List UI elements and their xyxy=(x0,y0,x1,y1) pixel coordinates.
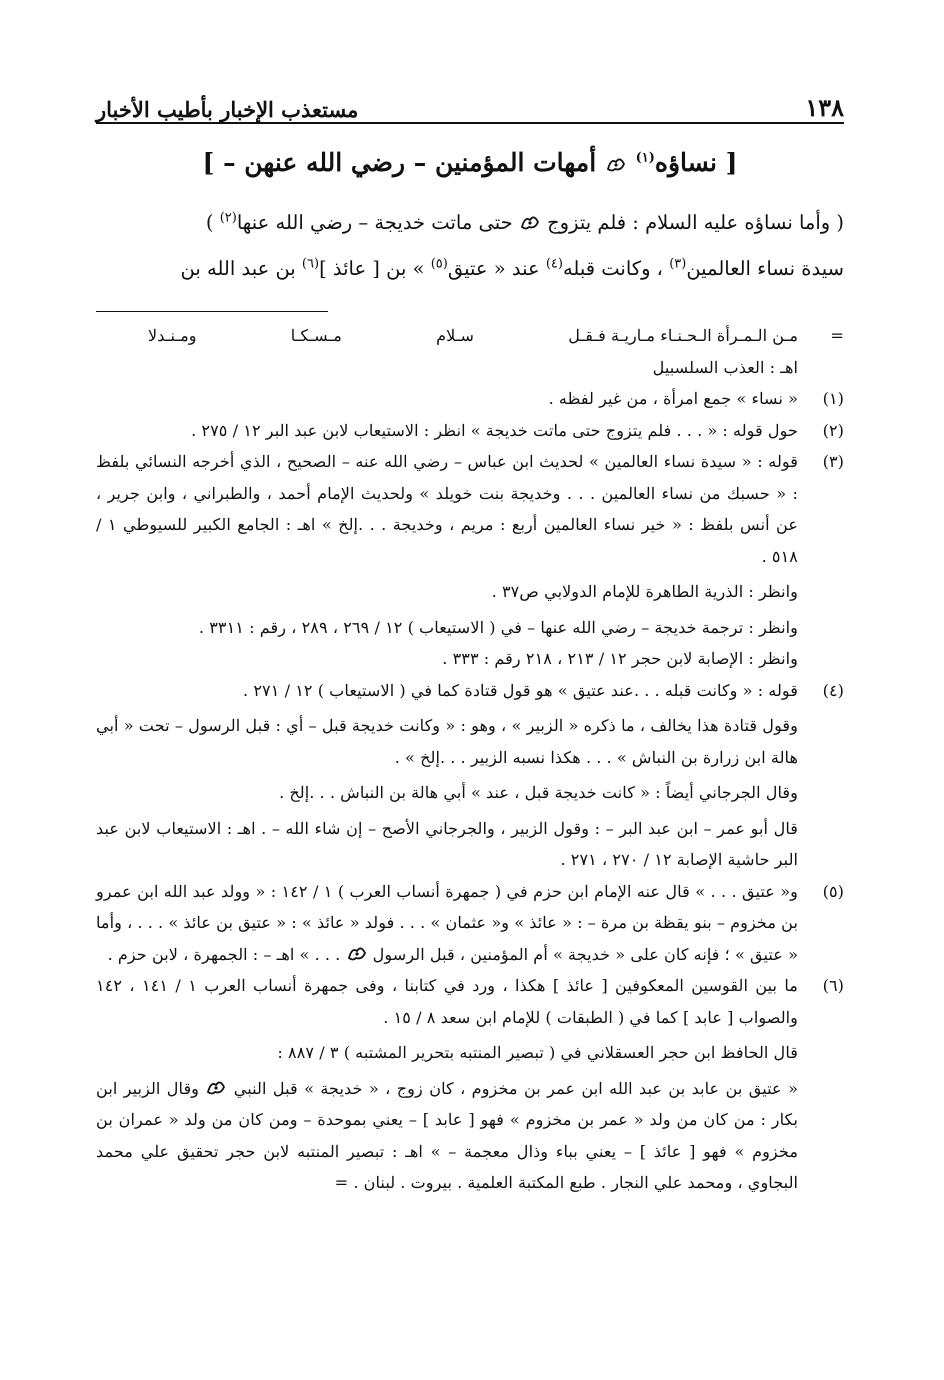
footnote-text xyxy=(96,1073,798,1199)
text-run: ، وكانت قبله xyxy=(562,257,663,280)
footnote-separator xyxy=(96,311,328,312)
footnote-text: وانظر : الإصابة لابن حجر ١٢ / ٢١٣ ، ٢١٨ رقم : ٣٣٣ . xyxy=(442,649,798,668)
chapter-title-start: [ نساؤه xyxy=(654,148,738,177)
verse-word: سـلام xyxy=(436,326,475,345)
footnote-source: اهـ : العذب السلسبيل xyxy=(652,357,798,377)
chapter-title xyxy=(96,145,844,181)
text-run: بن عبد الله بن xyxy=(180,257,296,280)
footnote-text: وقول قتادة هذا يخالف ، ما ذكره « الزبير » ، وهو : « وكانت خديجة قبل – أي : قبل الرسول – تحت « أبي هالة ابن زرارة بن النباش » . . . هكذا نسبه الزبير . . .إلخ » . xyxy=(96,716,798,767)
footnote-ref: (١) xyxy=(635,150,655,166)
footnote-ref: (٥) xyxy=(430,256,448,272)
footnote-ref: (٢) xyxy=(219,210,237,226)
poem-verse xyxy=(96,320,798,352)
salawat-ligature-icon xyxy=(346,942,368,962)
main-text-line2 xyxy=(181,257,844,280)
text-run: » بن [ عائذ ] xyxy=(319,257,425,280)
footnote-3 xyxy=(96,446,844,675)
footnote-text: « نساء » جمع امرأة ، من غير لفظه . xyxy=(548,389,798,408)
footnote-continuation xyxy=(96,320,844,383)
text-run: ) xyxy=(205,211,214,234)
text-run: . . . » اهـ – : الجمهرة ، لابن حزم . xyxy=(107,944,341,964)
continuation-mark: = xyxy=(830,326,844,345)
text-run: ( وأما نساؤه عليه السلام : فلم يتزوج xyxy=(547,211,844,234)
main-text-line1 xyxy=(206,211,844,234)
footnote-1 xyxy=(96,383,844,415)
running-header xyxy=(96,88,844,122)
footnote-number: (٢) xyxy=(822,420,844,440)
salawat-ligature-icon xyxy=(205,1076,227,1096)
text-run: حتى ماتت خديجة – رضي الله عنها xyxy=(236,211,513,234)
footnote-text: قال أبو عمر – ابن عبد البر – : وقول الزبير ، والجرجاني الأصح – إن شاء الله – . اهـ : الاستيعاب لابن عبد البر حاشية الإصابة ١٢ / ٢٧٠ ، ٢٧١ . xyxy=(96,818,798,869)
footnote-ref: (٦) xyxy=(301,256,320,272)
footnote-text: قوله : « سيدة نساء العالمين » لحديث ابن عباس – رضي الله عنه – الصحيح ، الذي أخرجه النسائي بلفظ : « حسبك من نساء العالمين . . . وخديجة بنت خويلد » ولحديث الإمام أحمد ، والطبراني ، وابن جرير ، عن أنس بلفظ : « خير نساء العالمين أربع : مريم ، وخديجة . . .إلخ » اهـ : الجامع الكبير للسيوطي ١ / ٥١٨ . xyxy=(96,452,798,566)
salawat-ligature-icon xyxy=(519,203,541,223)
text-run: وقال الزبير ابن بكار : من كان من ولد « عمر بن مخزوم » فهو [ عابد ] – يعني بموحدة – ومن كان من ولد « عمران بن مخزوم » فهو [ عائذ ] – يعني بباء وذال معجمة – » اهـ : تبصير المنتبه لابن حجر تحقيق علي محمد البجاوي ، ومحمد علي النجار . طبع المكتبة العلمية . بيروت . لبنان . = xyxy=(96,1078,798,1192)
footnote-6 xyxy=(96,970,844,1199)
footnotes xyxy=(96,320,844,1199)
footnote-text: حول قوله : « . . . فلم يتزوج حتى ماتت خديجة » انظر : الاستيعاب لابن عبد البر ١٢ / ٢٧٥ . xyxy=(191,420,798,440)
header-rule xyxy=(96,122,844,124)
footnote-text: ما بين القوسين المعكوفين [ عائذ ] هكذا ، ورد في كتابنا ، وفى جمهرة أنساب العرب ١ / ١٤١ ، ١٤٢ والصواب [ عابد ] كما في ( الطبقات ) للإمام ابن سعد ٨ / ١٥ . xyxy=(96,976,798,1027)
text-run: سيدة نساء العالمين xyxy=(686,257,844,280)
footnote-text xyxy=(96,876,798,971)
main-text xyxy=(96,200,844,292)
footnote-text: قال الحافظ ابن حجر العسقلاني في ( تبصير المنتبه بتحرير المشتبه ) ٣ / ٨٨٧ : xyxy=(277,1043,798,1062)
footnote-2 xyxy=(96,415,844,447)
salawat-ligature-icon xyxy=(605,148,627,168)
footnote-number: (٦) xyxy=(822,976,844,995)
footnote-ref: (٤) xyxy=(545,256,563,272)
verse-word: ومـنـدلا xyxy=(148,326,197,345)
footnote-ref: (٣) xyxy=(669,256,687,272)
text-run: و« عتيق . . . » قال عنه الإمام ابن حزم في ( جمهرة أنساب العرب ) ١ / ١٤٢ : « وولد عبد الله ابن عمرو بن مخزوم – بنو يقظة بن مرة – : « عائذ » و« عثمان » . . . فولد « عائذ » : « عتيق بن عائذ » . . . ، وأما « عتيق » ؛ فإنه كان على « خديجة » أم المؤمنين ، قبل الرسول xyxy=(96,881,798,964)
book-title: مستعذب الإخبار بأطيب الأخبار xyxy=(96,97,359,122)
text-run: « عتيق بن عابد بن عبد الله ابن عمر بن مخزوم ، كان زوج ، « خديجة » قبل النبي xyxy=(233,1078,798,1098)
footnote-text: وانظر : الذرية الطاهرة للإمام الدولابي ص٣٧ . xyxy=(491,582,798,601)
footnote-text: وانظر : ترجمة خديجة – رضي الله عنها – في ( الاستيعاب ) ١٢ / ٢٦٩ ، ٢٨٩ ، رقم : ٣٣١١ . xyxy=(198,617,798,637)
footnote-text: وقال الجرجاني أيضاً : « كانت خديجة قبل ، عند » أبي هالة بن النباش . . .إلخ . xyxy=(279,783,798,802)
footnote-number: (٥) xyxy=(822,881,844,901)
footnote-number: (١) xyxy=(822,389,844,408)
footnote-number: (٣) xyxy=(822,452,844,471)
text-run: عند « عتيق xyxy=(447,257,540,280)
footnote-5 xyxy=(96,876,844,971)
footnote-number: (٤) xyxy=(822,680,844,700)
footnote-text: قوله : « وكانت قبله . . .عند عتيق » هو قول قتادة كما في ( الاستيعاب ) ١٢ / ٢٧١ . xyxy=(243,680,798,700)
verse-word: مـسـكـا xyxy=(290,326,342,345)
page-number: ١٣٨ xyxy=(805,93,844,122)
footnote-4 xyxy=(96,675,844,876)
verse-word: مـن الـمـرأة الـحـنـاء مـاريـة فـقـل xyxy=(568,326,798,345)
chapter-title-end: أمهات المؤمنين – رضي الله عنهن – ] xyxy=(202,148,597,177)
